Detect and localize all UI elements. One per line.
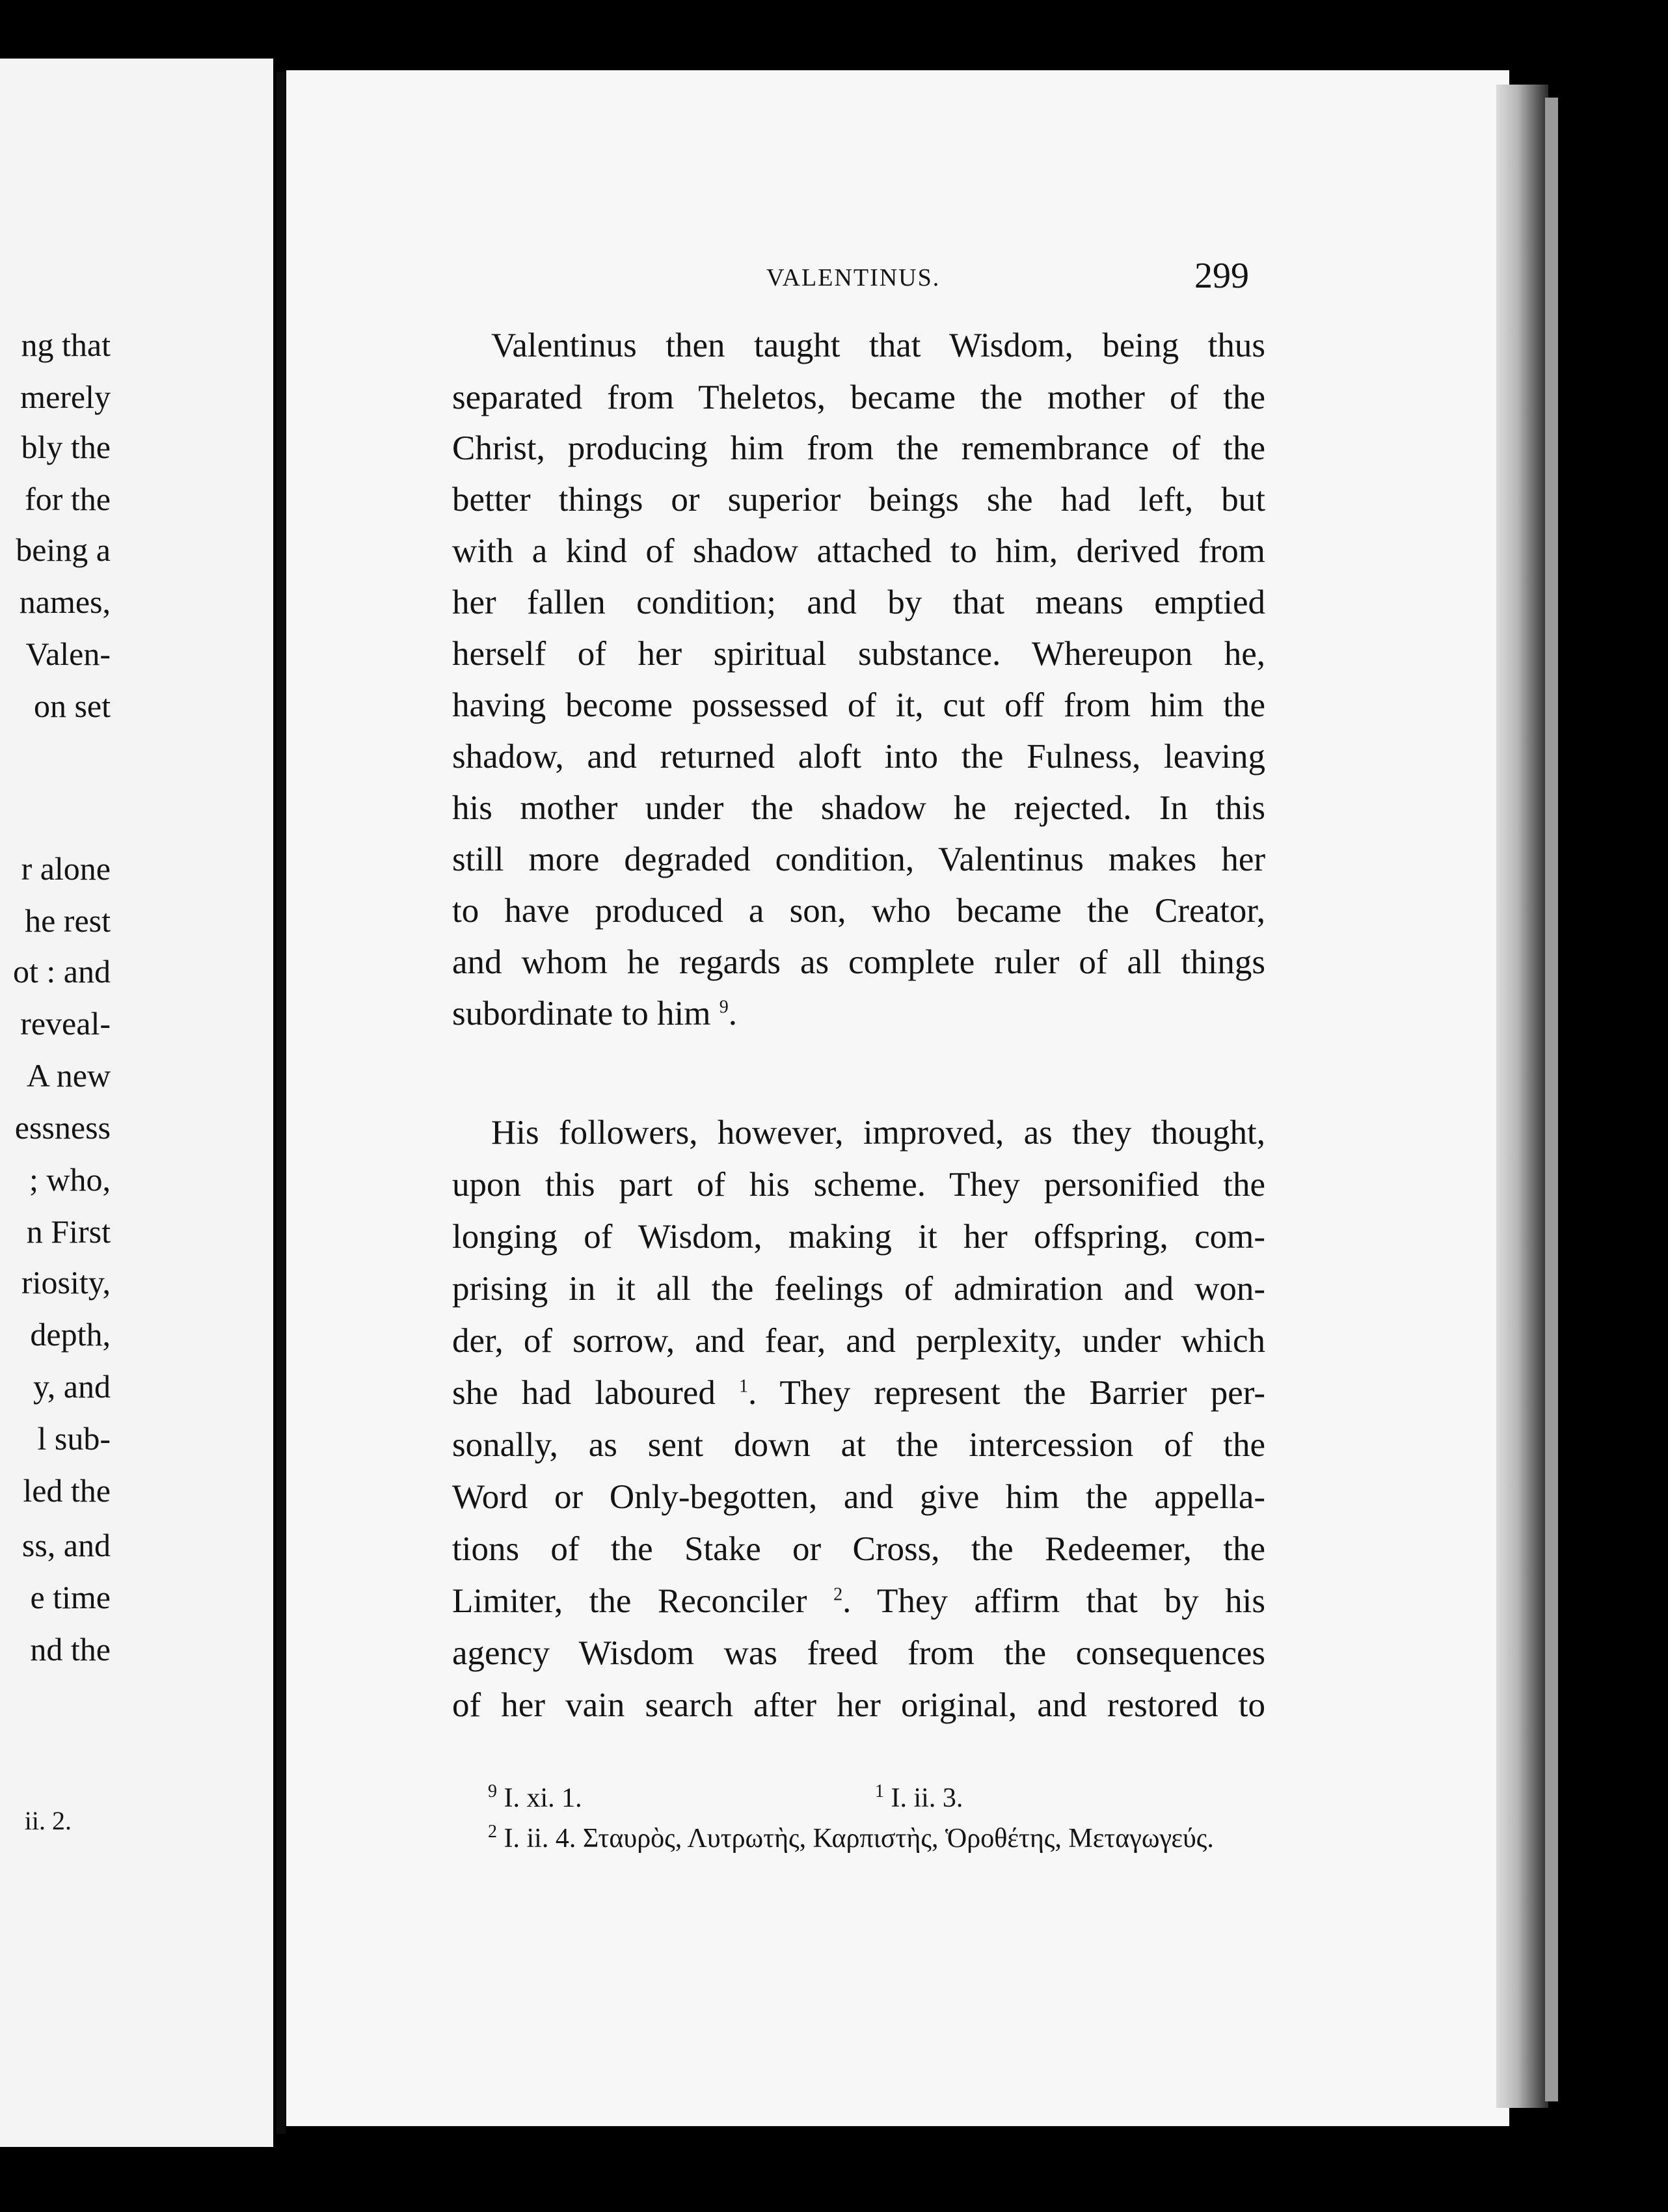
text-line: Valentinus then taught that Wisdom, being thus [491, 327, 1265, 364]
footnote-text: I. ii. 4. Σταυρὸς, Λυτρωτὴς, Καρπιστὴς, Ὁροθέτης, Μεταγωγεύς. [504, 1824, 1214, 1854]
text-line: and whom he regards as complete ruler of all things [452, 943, 1265, 981]
text-segment: . [728, 995, 737, 1032]
text-segment: . They affirm that by his [842, 1582, 1266, 1620]
footnote-mark: 9 [488, 1781, 497, 1801]
page-edge-shadow [1496, 85, 1548, 2108]
text-line: shadow, and returned aloft into the Fulness, leaving [452, 738, 1265, 776]
page-number: 299 [1194, 256, 1249, 296]
text-line: sonally, as sent down at the intercession of the [452, 1426, 1265, 1464]
text-line: still more degraded condition, Valentinus makes her [452, 841, 1265, 878]
footnote-text: I. ii. 3. [891, 1783, 963, 1813]
left-line: ng that [21, 327, 111, 363]
footnote-2 [488, 1823, 1214, 1854]
book-gutter [276, 72, 286, 2134]
text-line: having become possessed of it, cut off from him the [452, 686, 1265, 724]
left-line: names, [19, 584, 111, 620]
text-line: herself of her spiritual substance. Whereupon he, [452, 635, 1265, 673]
page-edge-stack [1545, 98, 1558, 2101]
text-line: prising in it all the feelings of admiration and won- [452, 1270, 1265, 1308]
left-page-fragment [0, 59, 273, 2147]
footnote-ref-9: 9 [719, 997, 729, 1018]
text-segment: . They represent the Barrier per- [747, 1374, 1266, 1412]
left-line: ; who, [29, 1161, 111, 1198]
text-segment: Limiter, the Reconciler [452, 1582, 807, 1620]
footnote-ref-2: 2 [833, 1584, 843, 1605]
text-line-with-note [452, 1376, 1265, 1410]
left-line: r alone [21, 850, 111, 887]
text-line: to have produced a son, who became the Creator, [452, 892, 1265, 930]
text-line: with a kind of shadow attached to him, derived from [452, 532, 1265, 570]
text-line: Christ, producing him from the remembrance of the [452, 429, 1265, 467]
text-line-last [452, 997, 1265, 1031]
left-line: bly the [21, 429, 111, 465]
footnote-9 [488, 1783, 582, 1814]
footnote-text: I. xi. 1. [504, 1783, 582, 1813]
left-page-footnote: ii. 2. [24, 1806, 72, 1835]
left-line: ot : and [13, 953, 111, 990]
left-line: l sub- [37, 1420, 111, 1457]
left-line: depth, [30, 1316, 111, 1353]
footnote-1 [875, 1783, 963, 1814]
left-line: A new [26, 1057, 111, 1094]
left-line: for the [25, 481, 111, 517]
left-line: essness [14, 1109, 111, 1146]
left-line: led the [23, 1472, 111, 1509]
left-line: being a [16, 532, 111, 568]
text-line: better things or superior beings she had left, but [452, 481, 1265, 519]
footnote-ref-1: 1 [738, 1376, 748, 1397]
left-line: n First [26, 1213, 111, 1250]
text-line: longing of Wisdom, making it her offspring, com- [452, 1218, 1265, 1256]
running-head: VALENTINUS. [766, 264, 941, 291]
left-line: ss, and [21, 1527, 111, 1563]
text-line: separated from Theletos, became the mother of the [452, 379, 1265, 416]
left-line: nd the [30, 1631, 111, 1667]
text-line: tions of the Stake or Cross, the Redeemer, the [452, 1530, 1265, 1568]
left-line: Valen- [25, 636, 111, 672]
footnote-mark: 1 [875, 1781, 884, 1801]
text-line: der, of sorrow, and fear, and perplexity, under which [452, 1322, 1265, 1360]
text-line: Word or Only-begotten, and give him the appella- [452, 1478, 1265, 1516]
text-line: his mother under the shadow he rejected. In this [452, 789, 1265, 827]
text-line: upon this part of his scheme. They personified the [452, 1166, 1265, 1204]
text-segment: subordinate to him [452, 995, 711, 1032]
left-line: e time [30, 1579, 111, 1615]
text-line: agency Wisdom was freed from the consequences [452, 1634, 1265, 1672]
text-line-with-note [452, 1584, 1265, 1619]
left-line: on set [33, 688, 111, 724]
left-line: y, and [33, 1368, 111, 1405]
left-line: merely [20, 379, 111, 415]
text-line: of her vain search after her original, and restored to [452, 1686, 1265, 1724]
text-line: His followers, however, improved, as they thought, [491, 1114, 1265, 1152]
left-line: riosity, [21, 1264, 111, 1301]
left-line: reveal- [20, 1005, 111, 1042]
left-line: he rest [25, 902, 111, 939]
text-segment: she had laboured [452, 1374, 716, 1412]
footnote-mark: 2 [488, 1822, 497, 1842]
text-line: her fallen condition; and by that means emptied [452, 584, 1265, 621]
